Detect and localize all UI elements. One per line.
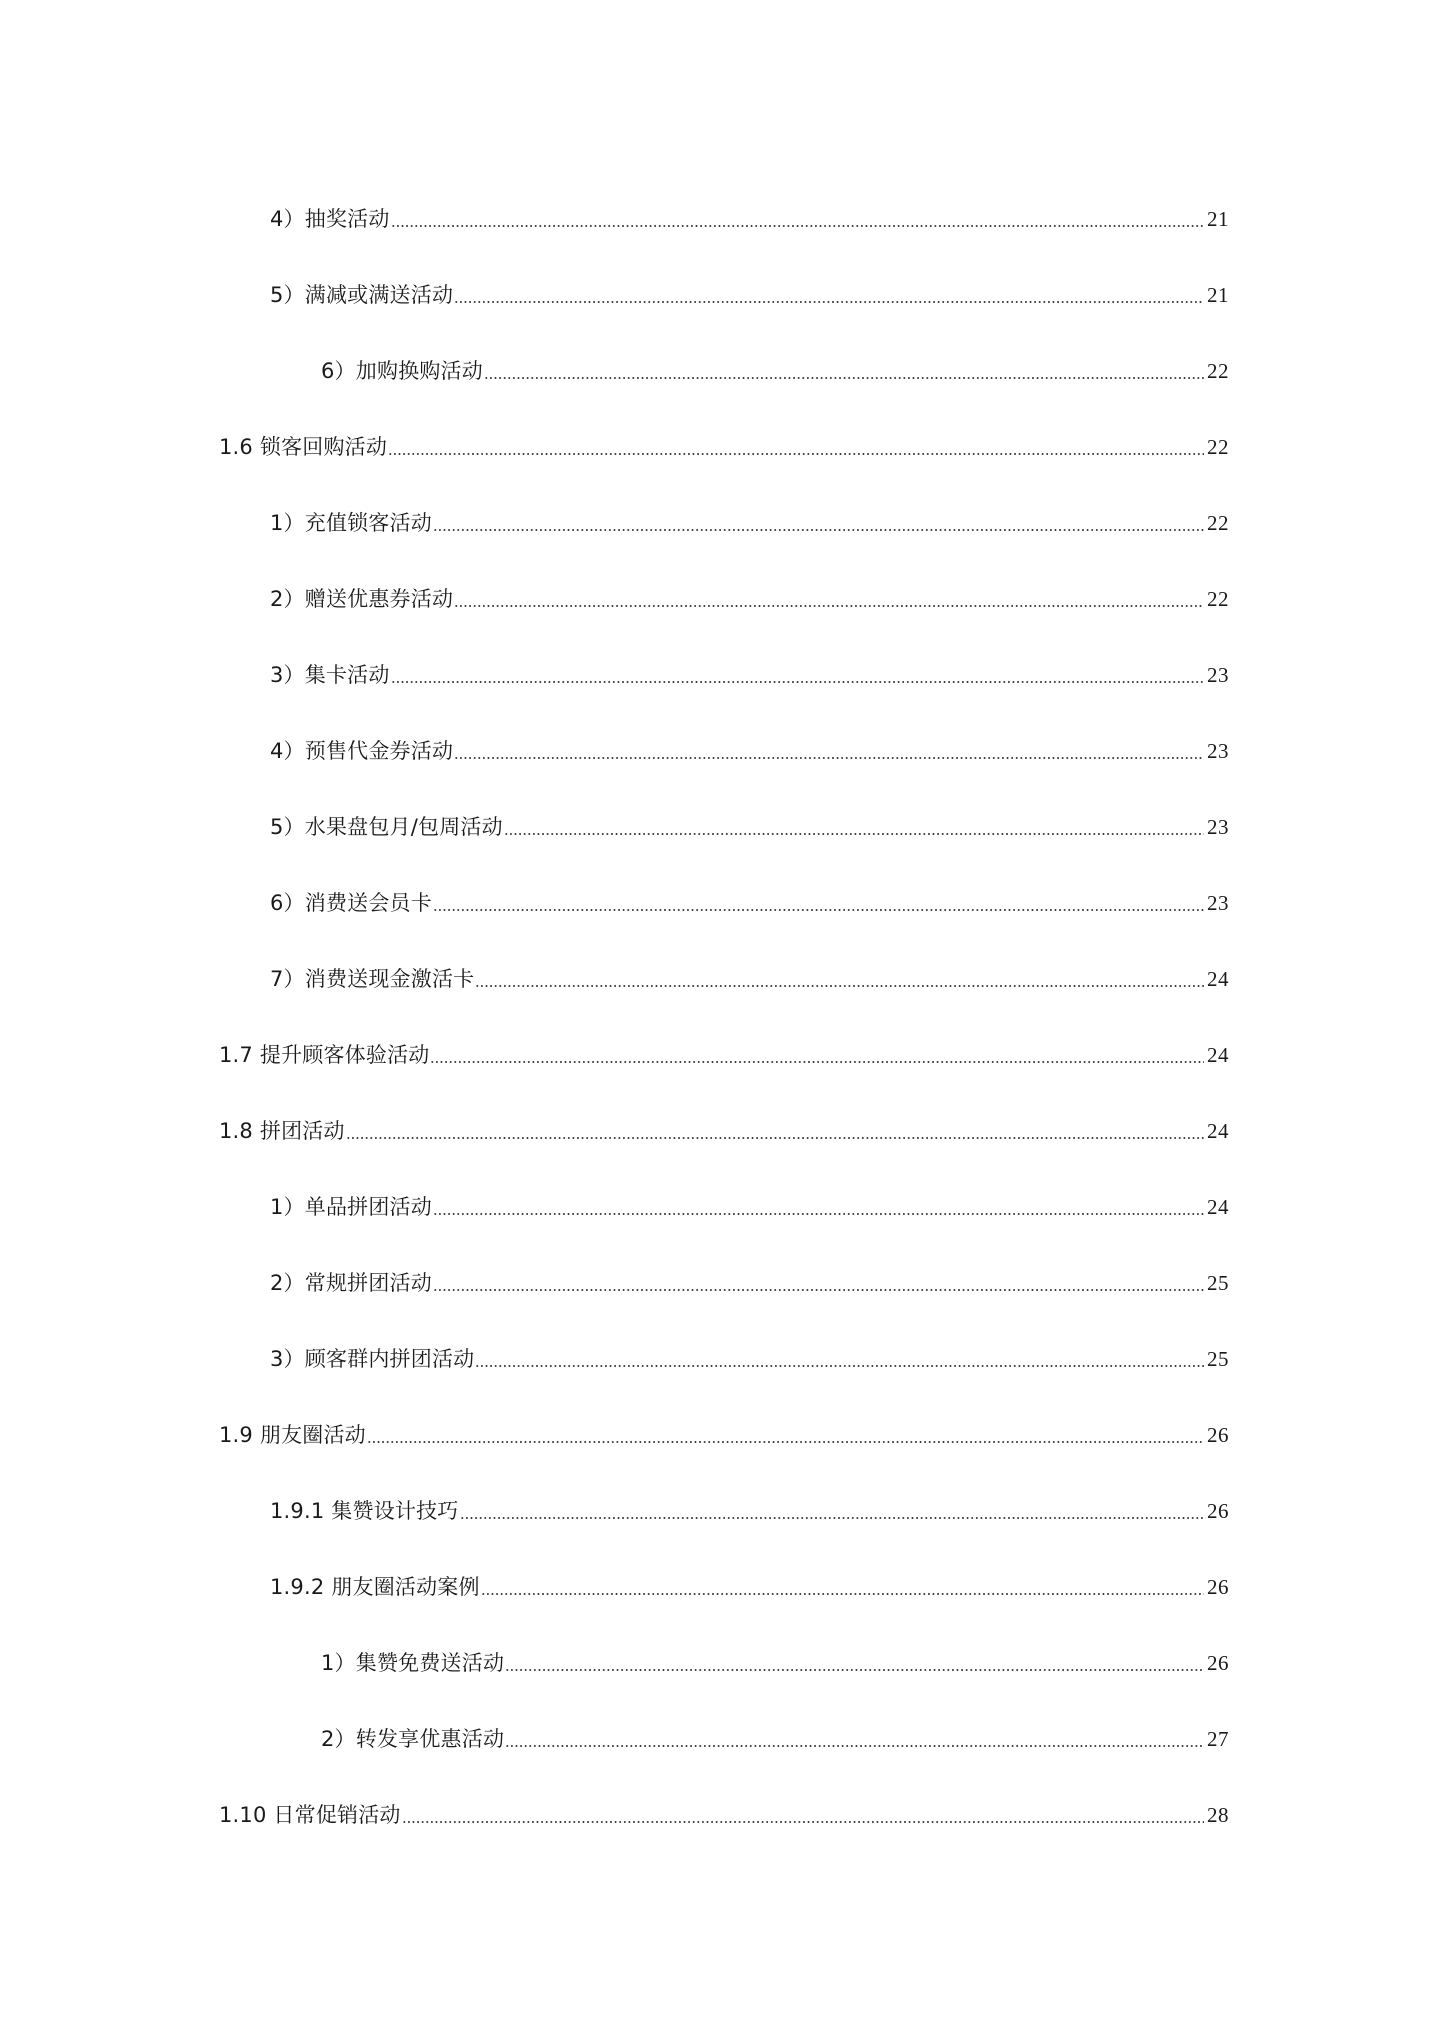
toc-entry[interactable] [0, 1714, 1440, 1790]
toc-page-number: 23 [1207, 663, 1229, 687]
toc-entry-title: 4）预售代金券活动 [270, 739, 454, 763]
toc-entry-title: 1.6 锁客回购活动 [219, 435, 388, 459]
toc-entry[interactable] [0, 498, 1440, 574]
toc-entry-title: 1.7 提升顾客体验活动 [219, 1043, 430, 1067]
toc-page-number: 24 [1207, 1119, 1229, 1143]
toc-dot-leader [433, 1289, 1204, 1291]
toc-page-number: 22 [1207, 511, 1229, 535]
toc-dot-leader [430, 1061, 1204, 1063]
toc-page-number: 27 [1207, 1727, 1229, 1751]
toc-entry[interactable] [0, 726, 1440, 802]
toc-page-number: 21 [1207, 207, 1229, 231]
toc-entry[interactable] [0, 346, 1440, 422]
toc-entry-title: 3）顾客群内拼团活动 [270, 1347, 475, 1371]
toc-entry-title: 6）加购换购活动 [321, 359, 483, 383]
toc-page-number: 28 [1207, 1803, 1229, 1827]
toc-entry-title: 2）转发享优惠活动 [321, 1727, 505, 1751]
toc-dot-leader [484, 377, 1204, 379]
toc-entry-title: 2）赠送优惠券活动 [270, 587, 454, 611]
toc-entry-title: 1）单品拼团活动 [270, 1195, 432, 1219]
table-of-contents [0, 194, 1440, 1866]
toc-dot-leader [505, 1745, 1204, 1747]
toc-entry[interactable] [0, 1562, 1440, 1638]
toc-dot-leader [433, 1213, 1204, 1215]
toc-entry-title: 7）消费送现金激活卡 [270, 967, 475, 991]
toc-dot-leader [346, 1137, 1204, 1139]
toc-entry[interactable] [0, 1334, 1440, 1410]
toc-page-number: 21 [1207, 283, 1229, 307]
toc-dot-leader [475, 985, 1204, 987]
toc-page-number: 26 [1207, 1575, 1229, 1599]
toc-dot-leader [481, 1593, 1204, 1595]
toc-page-number: 25 [1207, 1271, 1229, 1295]
toc-entry[interactable] [0, 1182, 1440, 1258]
toc-dot-leader [454, 301, 1204, 303]
toc-entry-title: 5）水果盘包月/包周活动 [270, 815, 503, 839]
toc-page-number: 26 [1207, 1651, 1229, 1675]
toc-dot-leader [460, 1517, 1204, 1519]
toc-dot-leader [391, 225, 1204, 227]
toc-entry[interactable] [0, 270, 1440, 346]
toc-entry-title: 1.9.2 朋友圈活动案例 [270, 1575, 480, 1599]
toc-entry-title: 1）充值锁客活动 [270, 511, 432, 535]
toc-entry-title: 3）集卡活动 [270, 663, 390, 687]
toc-dot-leader [433, 529, 1204, 531]
toc-dot-leader [433, 909, 1204, 911]
toc-entry[interactable] [0, 954, 1440, 1030]
toc-page-number: 26 [1207, 1499, 1229, 1523]
toc-entry[interactable] [0, 1106, 1440, 1182]
toc-page-number: 23 [1207, 815, 1229, 839]
toc-dot-leader [504, 833, 1204, 835]
toc-entry[interactable] [0, 1410, 1440, 1486]
toc-page-number: 26 [1207, 1423, 1229, 1447]
toc-dot-leader [454, 757, 1204, 759]
toc-entry[interactable] [0, 1486, 1440, 1562]
toc-page-number: 22 [1207, 587, 1229, 611]
toc-entry[interactable] [0, 802, 1440, 878]
toc-page-number: 24 [1207, 1043, 1229, 1067]
toc-dot-leader [367, 1441, 1204, 1443]
toc-entry[interactable] [0, 1030, 1440, 1106]
toc-entry-title: 1.9 朋友圈活动 [219, 1423, 366, 1447]
toc-page-number: 22 [1207, 435, 1229, 459]
toc-dot-leader [402, 1821, 1204, 1823]
toc-page-number: 23 [1207, 891, 1229, 915]
toc-entry-title: 1.10 日常促销活动 [219, 1803, 401, 1827]
toc-dot-leader [505, 1669, 1204, 1671]
toc-entry-title: 5）满减或满送活动 [270, 283, 454, 307]
toc-page-number: 22 [1207, 359, 1229, 383]
toc-page-number: 24 [1207, 1195, 1229, 1219]
toc-entry[interactable] [0, 422, 1440, 498]
toc-dot-leader [388, 453, 1204, 455]
toc-entry[interactable] [0, 650, 1440, 726]
toc-entry[interactable] [0, 574, 1440, 650]
toc-dot-leader [454, 605, 1204, 607]
toc-entry[interactable] [0, 1258, 1440, 1334]
toc-entry[interactable] [0, 1638, 1440, 1714]
toc-entry[interactable] [0, 194, 1440, 270]
toc-dot-leader [475, 1365, 1204, 1367]
toc-entry-title: 1.8 拼团活动 [219, 1119, 345, 1143]
toc-entry-title: 6）消费送会员卡 [270, 891, 432, 915]
toc-entry-title: 1）集赞免费送活动 [321, 1651, 505, 1675]
toc-entry-title: 4）抽奖活动 [270, 207, 390, 231]
toc-dot-leader [391, 681, 1204, 683]
toc-entry-title: 2）常规拼团活动 [270, 1271, 432, 1295]
toc-entry[interactable] [0, 878, 1440, 954]
toc-page-number: 24 [1207, 967, 1229, 991]
toc-page-number: 25 [1207, 1347, 1229, 1371]
toc-entry-title: 1.9.1 集赞设计技巧 [270, 1499, 459, 1523]
toc-page-number: 23 [1207, 739, 1229, 763]
toc-entry[interactable] [0, 1790, 1440, 1866]
